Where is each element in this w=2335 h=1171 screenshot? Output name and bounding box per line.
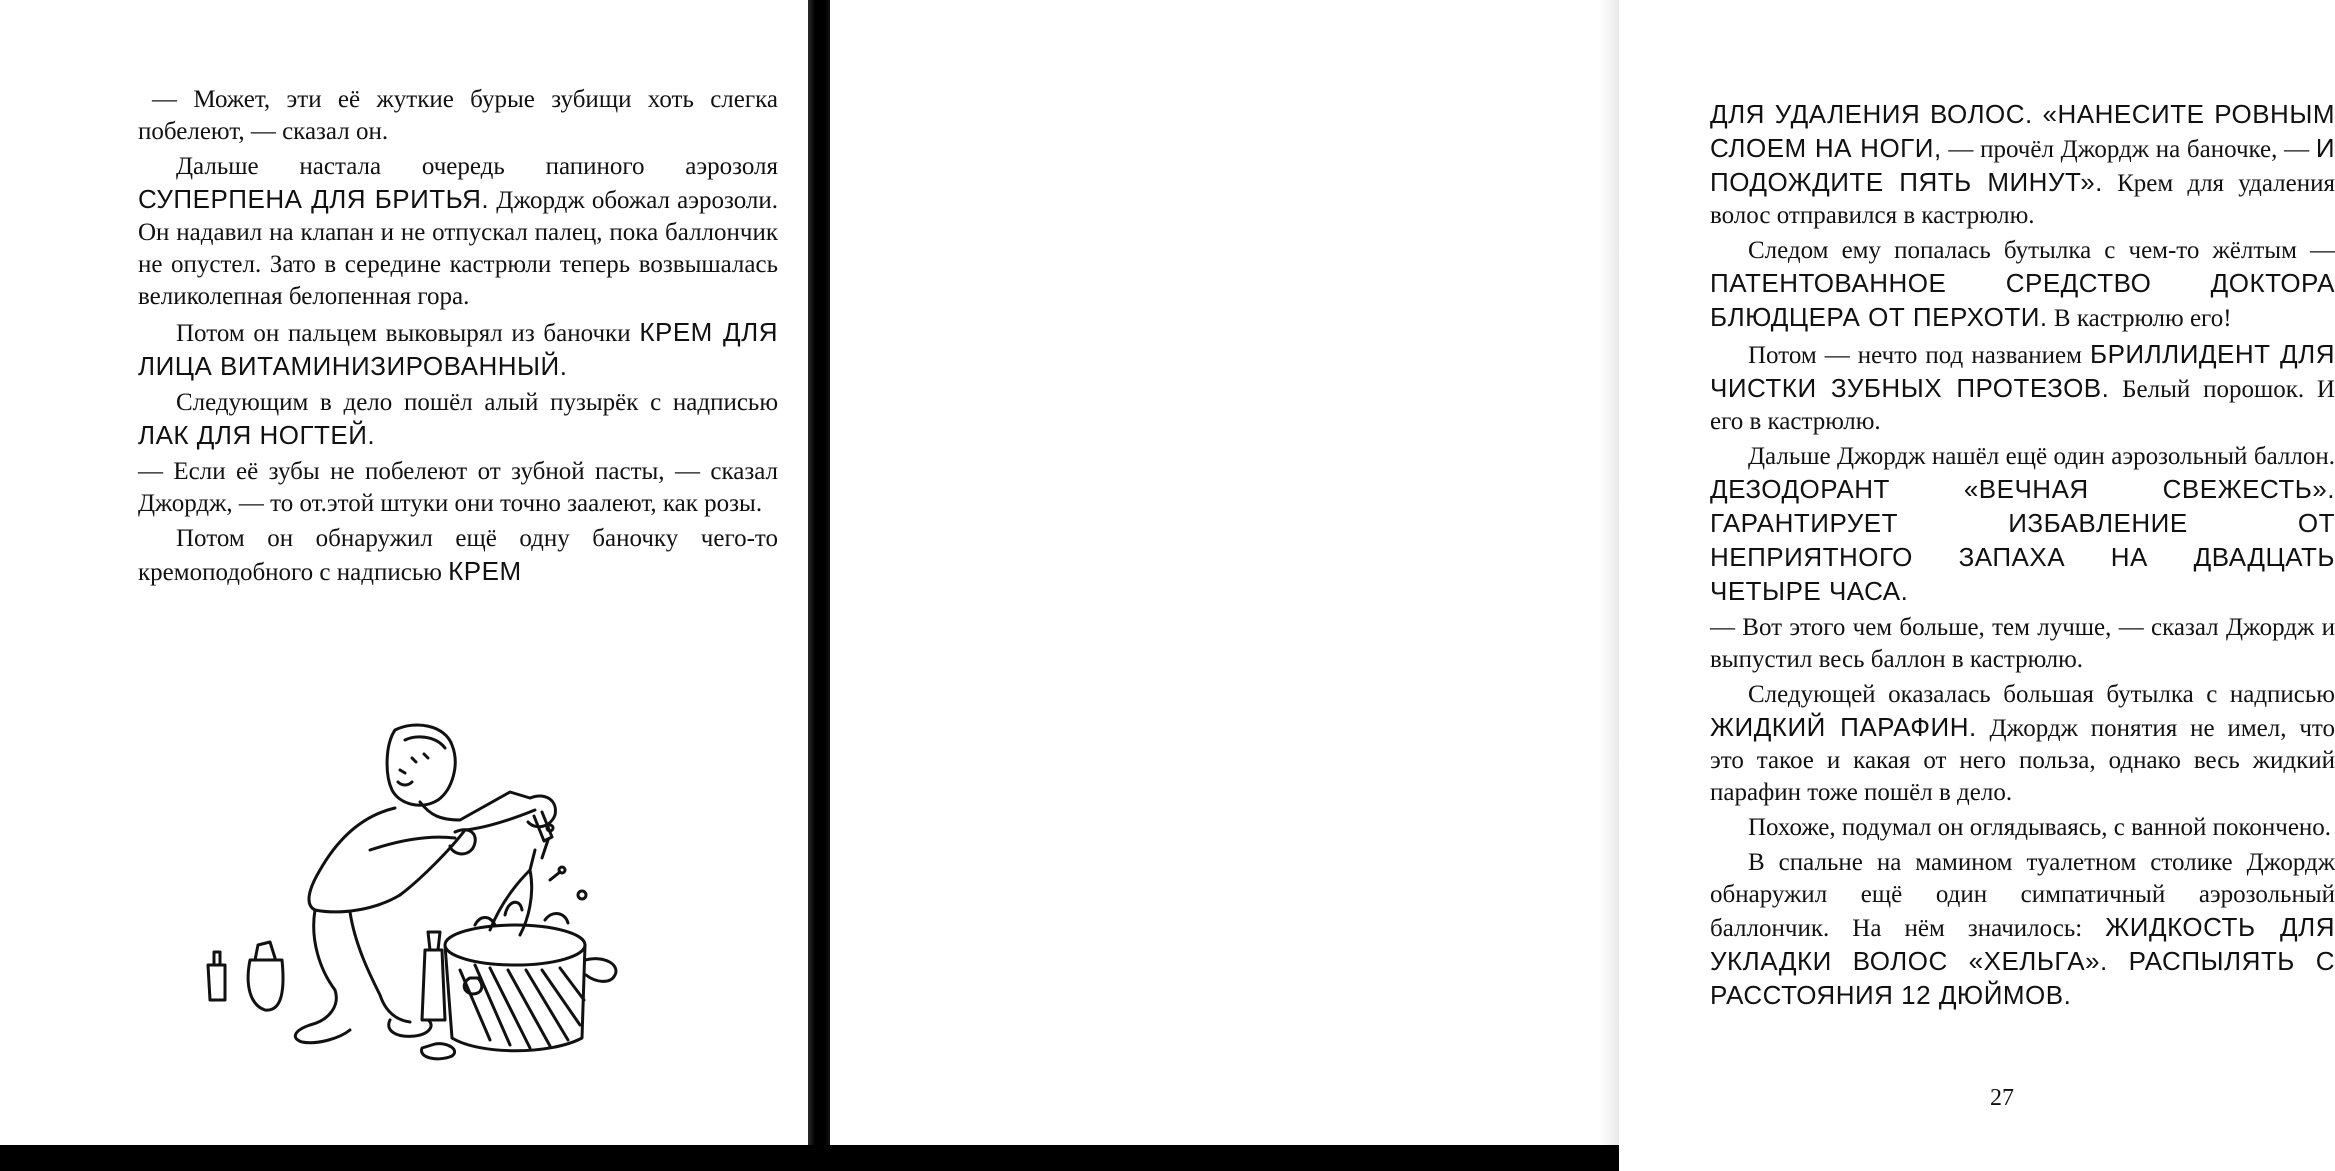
paragraph bbox=[138, 523, 778, 589]
page-number: 27 bbox=[1990, 1085, 2014, 1111]
paragraph-text: В спальне на мамином туалетном столике Джордж обнаружил ещё один симпатичный аэрозольный баллончик. На нём значилось: bbox=[1710, 849, 2335, 942]
paragraph-text: Джордж обожал аэрозоли. Он надавил на клапан и не отпускал палец, пока баллончик не опустел. Зато в середине кастрюли теперь возвышалась великолепная белопенная гора. bbox=[138, 187, 779, 310]
product-label-caps: КРЕМ ДЛЯ ЛИЦА ВИТАМИНИЗИРОВАННЫЙ. bbox=[138, 317, 778, 381]
product-label-caps: ПАТЕНТОВАННОЕ СРЕДСТВО ДОКТОРА БЛЮДЦЕРА ОТ ПЕРХОТИ. bbox=[1710, 268, 2335, 332]
paragraph-text: — Вот этого чем больше, тем лучше, — сказал Джордж и выпустил весь баллон в кастрюлю. bbox=[1710, 614, 2335, 673]
paragraph bbox=[138, 84, 778, 148]
paragraph-text: Джордж понятия не имел, что это такое и какая от него польза, однако весь жидкий парафин тоже пошёл в дело. bbox=[1710, 715, 2335, 806]
paragraph bbox=[1710, 441, 2335, 609]
product-label-caps: ЖИДКИЙ ПАРАФИН. bbox=[1710, 712, 1977, 742]
paragraph bbox=[1710, 612, 2335, 676]
paragraph-text: Следующей оказалась большая бутылка с надписью bbox=[1748, 681, 2335, 708]
paragraph-text: — прочёл Джордж на баночке, — bbox=[1941, 136, 2316, 163]
page-edge-shadow bbox=[1600, 0, 1619, 1171]
paragraph bbox=[138, 456, 778, 520]
paragraph-text: Потом он обнаружил ещё одну баночку чего-то кремоподобного с надписью bbox=[138, 525, 778, 586]
boy-mixing-pot-drawing-icon bbox=[190, 720, 660, 1095]
paragraph bbox=[1710, 679, 2335, 809]
paragraph-text: Белый порошок. И его в кастрюлю. bbox=[1710, 376, 2335, 435]
paragraph bbox=[138, 316, 778, 384]
paragraph-text: Потом — нечто под названием bbox=[1748, 342, 2090, 369]
paragraph-text: В кастрюлю его! bbox=[2047, 305, 2232, 332]
product-label-caps: БРИЛЛИДЕНТ ДЛЯ ЧИСТКИ ЗУБНЫХ ПРОТЕЗОВ. bbox=[1710, 339, 2335, 403]
product-label-caps: КРЕМ bbox=[448, 556, 522, 586]
product-label-caps: ЛАК ДЛЯ НОГТЕЙ. bbox=[138, 420, 376, 450]
paragraph-text: Похоже, подумал он оглядываясь, с ванной покончено. bbox=[1748, 814, 2332, 841]
paragraph bbox=[1710, 338, 2335, 438]
left-page bbox=[0, 0, 810, 1171]
right-page bbox=[830, 0, 2335, 1171]
product-label-caps: ДЕЗОДОРАНТ «ВЕЧНАЯ СВЕЖЕСТЬ». ГАРАНТИРУЕТ ИЗБАВЛЕНИЕ ОТ НЕПРИЯТНОГО ЗАПАХА НА ДВАДЦАТЬ ЧЕТЫРЕ ЧАСА. bbox=[1710, 474, 2335, 606]
paragraph bbox=[138, 151, 778, 313]
paragraph-text: Дальше Джордж нашёл ещё один аэрозольный баллон. bbox=[1748, 443, 2335, 470]
paragraph bbox=[1710, 847, 2335, 1013]
paragraph-text: Следом ему попалась бутылка с чем-то жёлтым — bbox=[1748, 237, 2335, 264]
product-label-caps: И ПОДОЖДИТЕ ПЯТЬ МИНУТ». bbox=[1710, 133, 2335, 197]
right-page-text bbox=[1710, 98, 2335, 1016]
paragraph-text: Дальше настала очередь папиного аэрозоля bbox=[176, 153, 778, 180]
paragraph-text: — Если её зубы не побелеют от зубной пасты, — сказал Джордж, — то от.этой штуки они точно заалеют, как розы. bbox=[138, 458, 778, 517]
scan-bottom-band bbox=[0, 1145, 1619, 1171]
product-label-caps: ЖИДКОСТЬ ДЛЯ УКЛАДКИ ВОЛОС «ХЕЛЬГА». РАСПЫЛЯТЬ С РАССТОЯНИЯ 12 ДЮЙМОВ. bbox=[1710, 912, 2335, 1010]
product-label-caps: ДЛЯ УДАЛЕНИЯ ВОЛОС. «НАНЕСИТЕ РОВНЫМ СЛОЕМ НА НОГИ, bbox=[1710, 99, 2335, 163]
paragraph-text: Крем для удаления волос отправился в кастрюлю. bbox=[1710, 170, 2335, 229]
paragraph bbox=[1710, 812, 2335, 844]
paragraph-text: Потом он пальцем выковырял из баночки bbox=[176, 320, 640, 347]
paragraph bbox=[1710, 98, 2335, 232]
product-label-caps: СУПЕРПЕНА ДЛЯ БРИТЬЯ. bbox=[138, 184, 490, 214]
left-page-text bbox=[138, 84, 778, 592]
paragraph-text: Следующим в дело пошёл алый пузырёк с надписью bbox=[176, 389, 778, 416]
book-gutter bbox=[808, 0, 832, 1171]
paragraph-text: — Может, эти её жуткие бурые зубищи хоть слегка побелеют, — сказал он. bbox=[138, 86, 778, 145]
paragraph bbox=[138, 387, 778, 453]
paragraph bbox=[1710, 235, 2335, 335]
